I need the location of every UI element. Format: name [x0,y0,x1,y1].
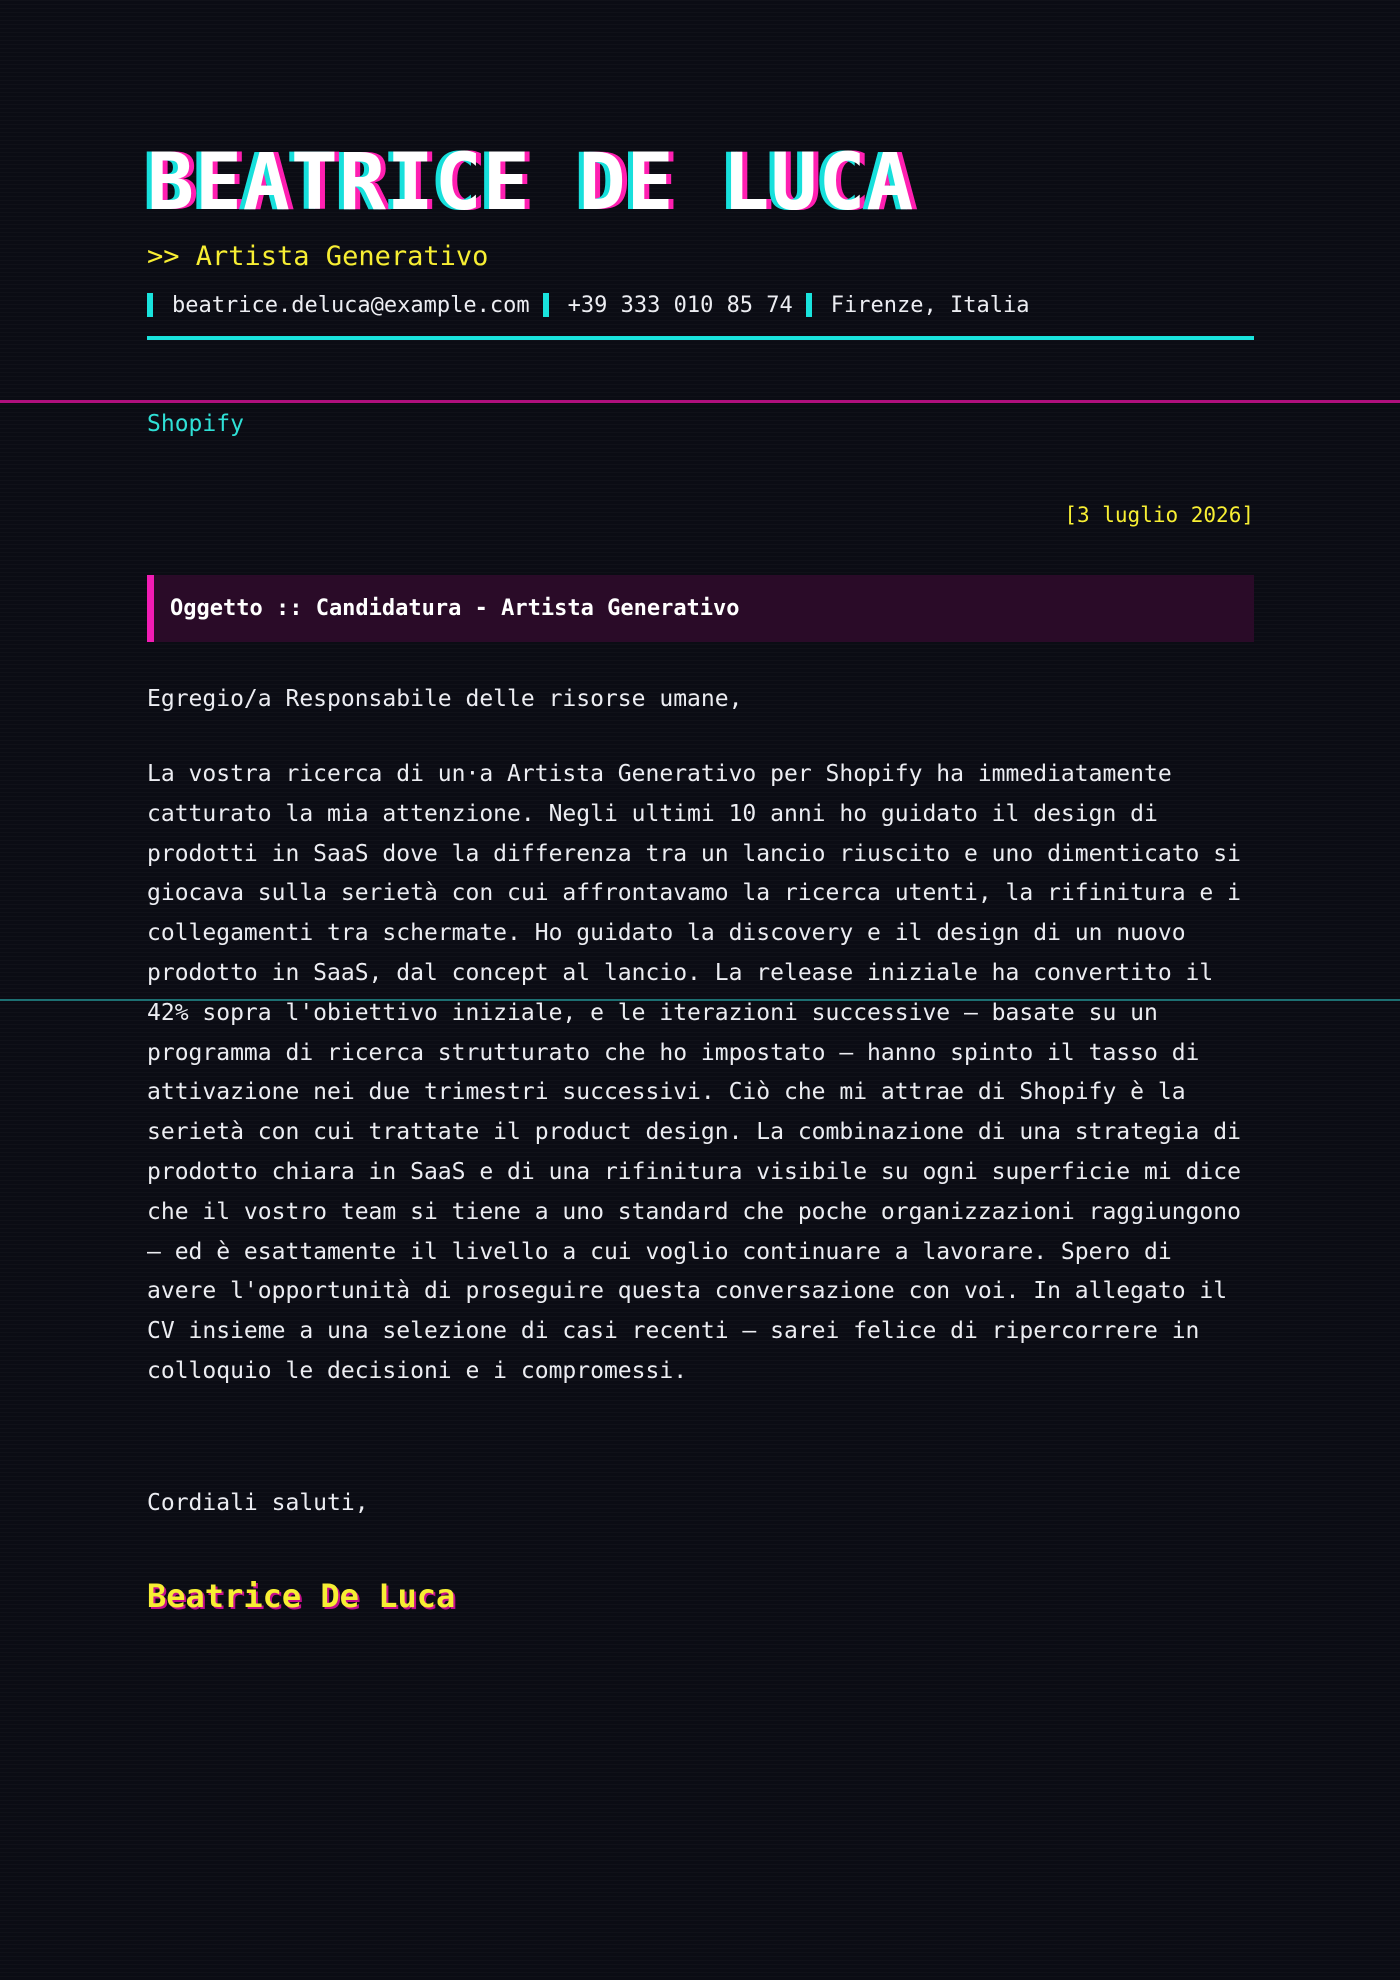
email-text: beatrice.deluca@example.com [172,292,530,318]
recipient-company: Shopify [147,411,244,437]
letter-body: La vostra ricerca di un·a Artista Generativo per Shopify ha immediatamente catturato la mia attenzione. Negli ultimi 10 anni ho guidato il design di prodotti in SaaS dove la differenza tra un lancio riuscito e uno dimenticato si giocava sulla serietà con cui affrontavamo la ricerca utenti, la rifinitura e i collegamenti tra schermate. Ho guidato la discovery e il design di un nuovo prodotto in SaaS, dal concept al lancio. La release iniziale ha convertito il 42% sopra l'obiettivo iniziale, e le iterazioni successive — basate su un programma di ricerca strutturato che ho impostato — hanno spinto il tasso di attivazione nei due trimestri successivi. Ciò che mi attrae di Shopify è la serietà con cui trattate il product design. La combinazione di una strategia di prodotto chiara in SaaS e di una rifinitura visibile su ogni superficie mi dice che il vostro team si tiene a uno standard che poche organizzazioni raggiungono — ed è esattamente il livello a cui voglio continuare a lavorare. Spero di avere l'opportunità di proseguire questa conversazione con voi. In allegato il CV insieme a una selezione di casi recenti — sarei felice di ripercorrere in colloquio le decisioni e i compromessi. [147,761,1241,1384]
phone-text: +39 333 010 85 74 [567,292,793,318]
signature: Beatrice De Luca [147,1577,456,1615]
cover-letter-page [147,0,1254,1980]
location-text: Firenze, Italia [830,292,1030,318]
greeting: Egregio/a Responsabile delle risorse umane, [147,686,743,712]
closing: Cordiali saluti, [147,1490,369,1516]
contact-location [806,293,1030,318]
letter-date: [3 luglio 2026] [1064,503,1254,527]
subject-text: Oggetto :: Candidatura - Artista Generativo [170,596,740,621]
contact-phone [543,293,793,318]
applicant-role: >> Artista Generativo [147,241,489,272]
applicant-name: BEATRICE DE LUCA [147,138,915,228]
contact-email [147,293,530,318]
contact-line [147,290,1042,320]
subject-box [147,575,1254,642]
contact-bar-icon [147,293,153,317]
contact-bar-icon [806,293,812,317]
header-divider [147,336,1254,340]
contact-bar-icon [543,293,549,317]
